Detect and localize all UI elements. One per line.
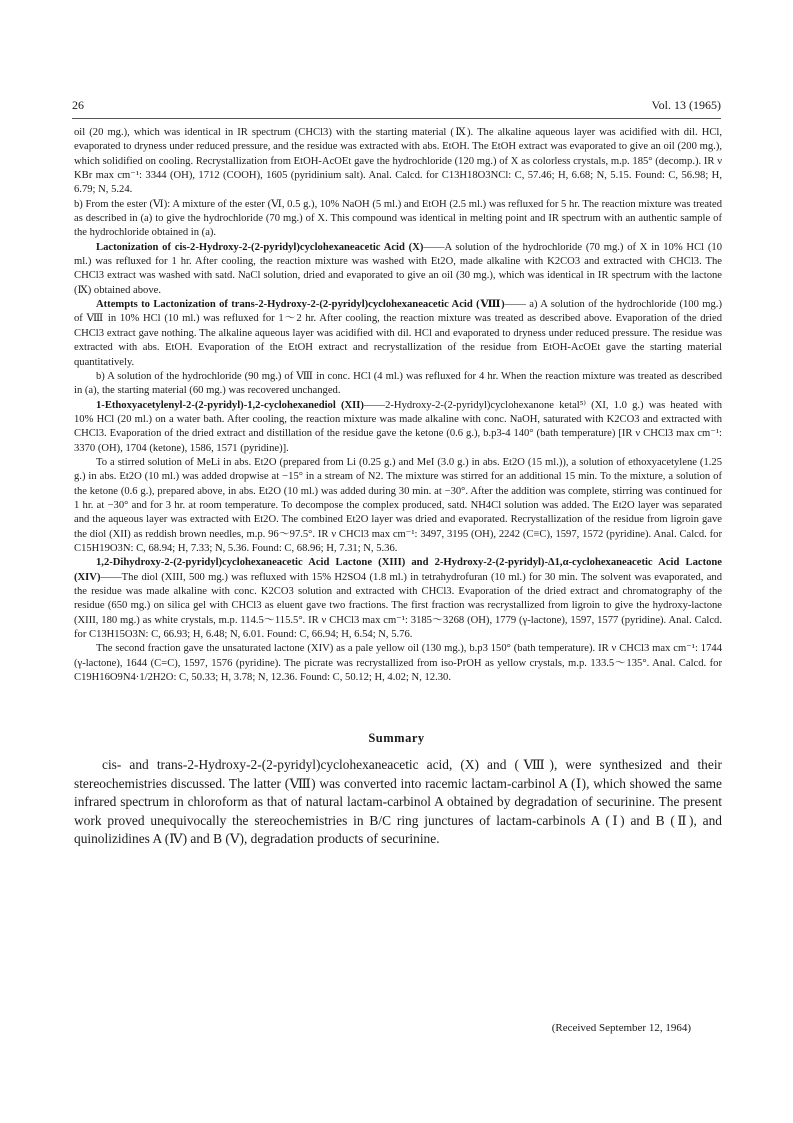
- page-number: 26: [72, 98, 84, 112]
- summary-section: [74, 756, 722, 849]
- paragraph-text: To a stirred solution of MeLi in abs. Et2O (prepared from Li (0.25 g.) and MeI (3.0 g.) in abs. Et2O (15 ml.)), a solution of ethoxyacetylene (1.25 g.) in abs. Et2O (10 ml.) was added dropwise at −15° in a stream of N2. The mixture was stirred for an additional 15 min. To the mixture, a solution of the ketone (0.6 g.), prepared above, in abs. Et2O (10 ml.) was added during 30 min. at −30°. After the addition was complete, stirring was continued for 1 hr. at −30° and for 3 hr. at room temperature. To decompose the complex produced, satd. NH4Cl solution was added. The Et2O layer was separated and the aqueous layer was extracted with Et2O. The combined Et2O layer was dried and evaporated. Recrystallization of the residue from ligroin gave the diol (XII) as reddish brown needles, m.p. 96～97.5°. IR ν CHCl3 max cm⁻¹: 3497, 3195 (OH), 2242 (C≡C), 1597, 1572 (pyridine). Anal. Calcd. for C15H19O3N: C, 68.94; H, 7.33; N, 5.36. Found: C, 68.96; H, 7.31; N, 5.36.: [74, 456, 722, 554]
- received-date: (Received September 12, 1964): [551, 1022, 691, 1034]
- section-heading: Lactonization of cis-2-Hydroxy-2-(2-pyridyl)cyclohexaneacetic Acid (X): [96, 241, 424, 253]
- paragraph-7: [74, 456, 722, 556]
- paragraph-6: [74, 399, 722, 456]
- header-rule: [72, 118, 721, 119]
- section-heading: 1-Ethoxyacetylenyl-2-(2-pyridyl)-1,2-cyclohexanediol (XII): [96, 399, 364, 411]
- paragraph-1: [74, 126, 722, 198]
- experimental-text: [74, 126, 722, 685]
- summary-text: cis- and trans-2-Hydroxy-2-(2-pyridyl)cyclohexaneacetic acid, (X) and (Ⅷ), were synthesized and their stereochemistries discussed. The latter (Ⅷ) was converted into racemic lactam-carbinol A (Ⅰ), which showed the same infrared spectrum in chloroform as that of natural lactam-carbinol A obtained by degradation of securinine. The present work proved unequivocally the stereochemistries in B/C ring junctures of lactam-carbinols A (Ⅰ) and B (Ⅱ), and quinolizidines A (Ⅳ) and B (Ⅴ), degradation products of securinine.: [74, 757, 722, 847]
- paragraph-text: The second fraction gave the unsaturated lactone (XIV) as a pale yellow oil (130 mg.), b.p3 150° (bath temperature). IR ν CHCl3 max cm⁻¹: 1744 (γ-lactone), 1644 (C=C), 1597, 1576 (pyridine). The picrate was recrystallized from iso-PrOH as yellow crystals, m.p. 133.5～135°. Anal. Calcd. for C19H16O9N4·1/2H2O: C, 50.33; H, 3.78; N, 12.36. Found: C, 50.12; H, 4.02; N, 12.30.: [74, 643, 722, 684]
- paragraph-text: b) A solution of the hydrochloride (90 mg.) of Ⅷ in conc. HCl (4 ml.) was refluxed for 4 hr. When the reaction mixture was treated as described in (a), the starting material (60 mg.) was recovered unchanged.: [74, 370, 722, 397]
- volume-label: Vol. 13 (1965): [651, 98, 721, 112]
- summary-title: Summary: [368, 731, 425, 745]
- paragraph-8: [74, 556, 722, 642]
- paragraph-text: ——A solution of the hydrochloride (70 mg.) of X in 10% HCl (10 ml.) was refluxed for 1 hr. After cooling, the reaction mixture was washed with Et2O, made alkaline with K2CO3 and extracted with CHCl3. The CHCl3 extract was washed with satd. NaCl solution, dried and evaporated to give an oil (30 mg.), which was identical in IR spectrum with the lactone (Ⅸ) obtained above.: [74, 241, 722, 296]
- paragraph-2: [74, 198, 722, 241]
- section-heading: Attempts to Lactonization of trans-2-Hydroxy-2-(2-pyridyl)cyclohexaneacetic Acid (Ⅷ): [96, 299, 505, 311]
- page-header: [72, 98, 721, 116]
- paragraph-4: [74, 298, 722, 370]
- paragraph-text: b) From the ester (Ⅵ): A mixture of the ester (Ⅵ, 0.5 g.), 10% NaOH (5 ml.) and EtOH (2.5 ml.) was refluxed for 5 hr. The reaction mixture was treated as described in (a) to give the hydrochloride (70 mg.) of X. This compound was identical in melting point and IR spectrum with an authentic sample of the hydrochloride obtained in (a).: [74, 198, 722, 239]
- paragraph-text: ——The diol (XIII, 500 mg.) was refluxed with 15% H2SO4 (1.8 ml.) in tetrahydrofuran (10 ml.) for 30 min. The solvent was evaporated, and the residue was made alkaline with conc. K2CO3 solution and extracted with CHCl3. Evaporation of the dried extract and chromatography of the residue (650 mg.) on silica gel with CHCl3 as eluent gave two fractions. The first fraction was recrystallized from ligroin to give the hydroxy-lactone (XIII, 180 mg.) as white crystals, m.p. 114.5～115.5°. IR ν CHCl3 max cm⁻¹: 3185～3268 (OH), 1779 (γ-lactone), 1597, 1577 (pyridine). Anal. Calcd. for C13H15O3N: C, 66.93; H, 6.48; N, 6.01. Found: C, 66.94; H, 6.54; N, 5.76.: [74, 571, 722, 641]
- section-heading: 1,2-Dihydroxy-2-(2-pyridyl)cyclohexaneacetic Acid Lactone (XIII) and 2-Hydroxy-2-(2-pyridyl)-Δ1,α-cyclohexaneacetic Acid Lactone (XIV): [74, 557, 722, 583]
- paragraph-text: ——2-Hydroxy-2-(2-pyridyl)cyclohexanone ketal⁵⁾ (XI, 1.0 g.) was heated with 10% HCl (20 ml.) on a water bath. After cooling, the reaction mixture was made alkaline with conc. NaOH, saturated with K2CO3 and extracted with CHCl3. Evaporation of the dried extract and distillation of the residue gave the ketone (0.6 g.), b.p3-4 140° (bath temperature) [IR ν CHCl3 max cm⁻¹: 3370 (OH), 1704 (ketone), 1586, 1571 (pyridine)].: [74, 399, 722, 454]
- paragraph-text: oil (20 mg.), which was identical in IR spectrum (CHCl3) with the starting material (Ⅸ). The alkaline aqueous layer was acidified with dil. HCl, evaporated to dryness under reduced pressure, and the residue was extracted with abs. EtOH. The EtOH extract was evaporated to give an oil (200 mg.), which solidified on cooling. Recrystallization from EtOH-AcOEt gave the hydrochloride (120 mg.) of X as colorless crystals, m.p. 185° (decomp.). IR ν KBr max cm⁻¹: 3344 (OH), 1712 (COOH), 1605 (pyridinium salt). Anal. Calcd. for C13H18O3NCl: C, 57.46; H, 6.68; N, 5.15. Found: C, 56.98; H, 6.79; N, 5.24.: [74, 127, 722, 196]
- paragraph-text: —— a) A solution of the hydrochloride (100 mg.) of Ⅷ in 10% HCl (10 ml.) was refluxed for 1～2 hr. After cooling, the reaction mixture was treated as described above. Evaporation of the dried CHCl3 extract gave nothing. The alkaline aqueous layer was acidified with dil. HCl and evaporated to dryness under reduced pressure. The residue was extracted with abs. EtOH. Evaporation of the EtOH extract and recrystallization of the residue from EtOH-AcOEt gave the starting material quantitatively.: [74, 299, 722, 368]
- paragraph-5: [74, 370, 722, 399]
- paragraph-3: [74, 241, 722, 298]
- paragraph-9: [74, 642, 722, 685]
